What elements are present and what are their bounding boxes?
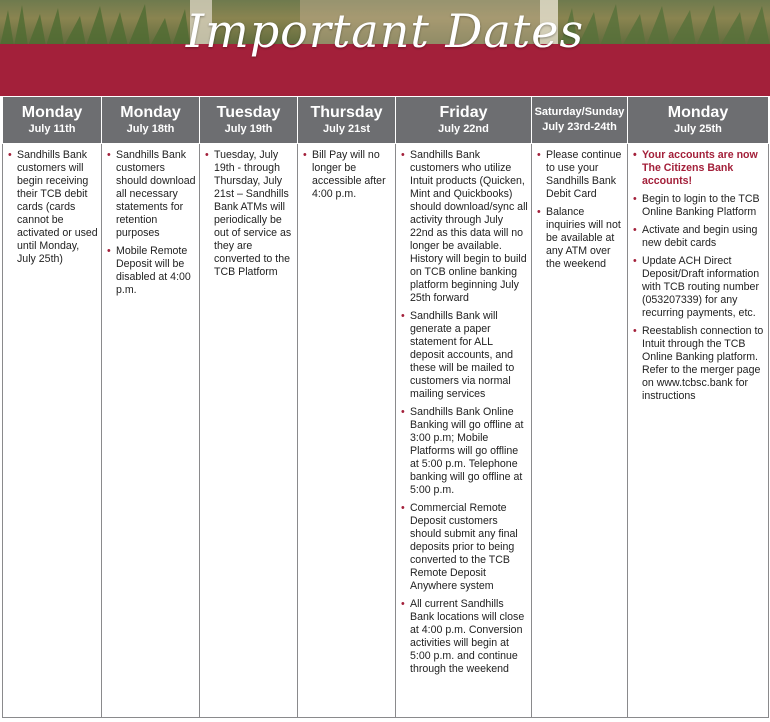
- column-header: [200, 97, 298, 144]
- column-cell: [3, 144, 102, 718]
- column-header: [3, 97, 102, 144]
- date-label: July 18th: [126, 123, 175, 135]
- list-item: • Bill Pay will no longer be accessible after 4:00 p.m.: [312, 149, 392, 201]
- date-label: July 19th: [224, 123, 273, 135]
- list-item: • Tuesday, July 19th - through Thursday, July 21st – Sandhills Bank ATMs will periodically be out of service as they are converted to the TCB Platform: [214, 149, 294, 279]
- list-item: • Activate and begin using new debit cards: [642, 224, 765, 250]
- highlight-item: • Your accounts are now The Citizens Bank accounts!: [642, 149, 765, 188]
- list-item: • Sandhills Bank will generate a paper statement for ALL deposit accounts, and these will be mailed to customers via normal mailing services: [410, 310, 528, 401]
- date-label: July 21st: [322, 123, 371, 135]
- list-item: • Balance inquiries will not be available at any ATM over the weekend: [546, 206, 624, 271]
- date-label: July 11th: [28, 123, 76, 135]
- list-item: • Mobile Remote Deposit will be disabled at 4:00 p.m.: [116, 245, 196, 297]
- day-label: Thursday: [310, 104, 383, 121]
- list-item: • Please continue to use your Sandhills Bank Debit Card: [546, 149, 624, 201]
- date-label: July 25th: [674, 123, 722, 135]
- list-item: • Sandhills Bank customers will begin receiving their TCB debit cards (cards cannot be activated or used until Monday, July 25th): [17, 149, 98, 266]
- column-cell: [102, 144, 200, 718]
- column-header: [532, 97, 628, 144]
- column-cell: [200, 144, 298, 718]
- list-item: • Reestablish connection to Intuit through the TCB Online Banking platform. Refer to the merger page on www.tcbsc.bank for instructions: [642, 325, 765, 403]
- header-banner: [0, 0, 770, 96]
- column-header: [628, 97, 769, 144]
- schedule-header-row: [3, 97, 769, 144]
- list-item: • Sandhills Bank Online Banking will go offline at 3:00 p.m; Mobile Platforms will go offline at 5:00 p.m. Telephone banking will go offline at 5:00 p.m.: [410, 406, 528, 497]
- day-label: Friday: [439, 104, 488, 121]
- day-label: Tuesday: [216, 104, 281, 121]
- day-label: Monday: [120, 104, 181, 121]
- day-label: Monday: [667, 104, 729, 121]
- list-item: • All current Sandhills Bank locations will close at 4:00 p.m. Conversion activities will begin at 5:00 p.m. and continue through the weekend: [410, 598, 528, 676]
- schedule-table: [2, 96, 769, 718]
- list-item: • Update ACH Direct Deposit/Draft information with TCB routing number (053207339) for any recurring payments, etc.: [642, 255, 765, 320]
- list-item: • Sandhills Bank customers should download all necessary statements for retention purposes: [116, 149, 196, 240]
- column-cell: [396, 144, 532, 718]
- list-item: • Commercial Remote Deposit customers should submit any final deposits prior to being converted to the TCB Remote Deposit Anywhere system: [410, 502, 528, 593]
- list-item: • Sandhills Bank customers who utilize Intuit products (Quicken, Mint and Quickbooks) should download/sync all activity through July 22nd as this data will no longer be available. History will begin to build on TCB online banking platform beginning July 25th forward: [410, 149, 528, 305]
- column-header: [396, 97, 532, 144]
- column-header: [298, 97, 396, 144]
- column-cell: [532, 144, 628, 718]
- column-cell: [628, 144, 769, 718]
- date-label: July 23rd-24th: [542, 121, 617, 133]
- day-label: Saturday/Sunday: [534, 106, 625, 118]
- column-header: [102, 97, 200, 144]
- day-label: Monday: [21, 104, 83, 121]
- list-item: • Begin to login to the TCB Online Banking Platform: [642, 193, 765, 219]
- page-title: Important Dates: [185, 4, 585, 58]
- date-label: July 22nd: [438, 123, 489, 135]
- column-cell: [298, 144, 396, 718]
- schedule-body-row: [3, 144, 769, 718]
